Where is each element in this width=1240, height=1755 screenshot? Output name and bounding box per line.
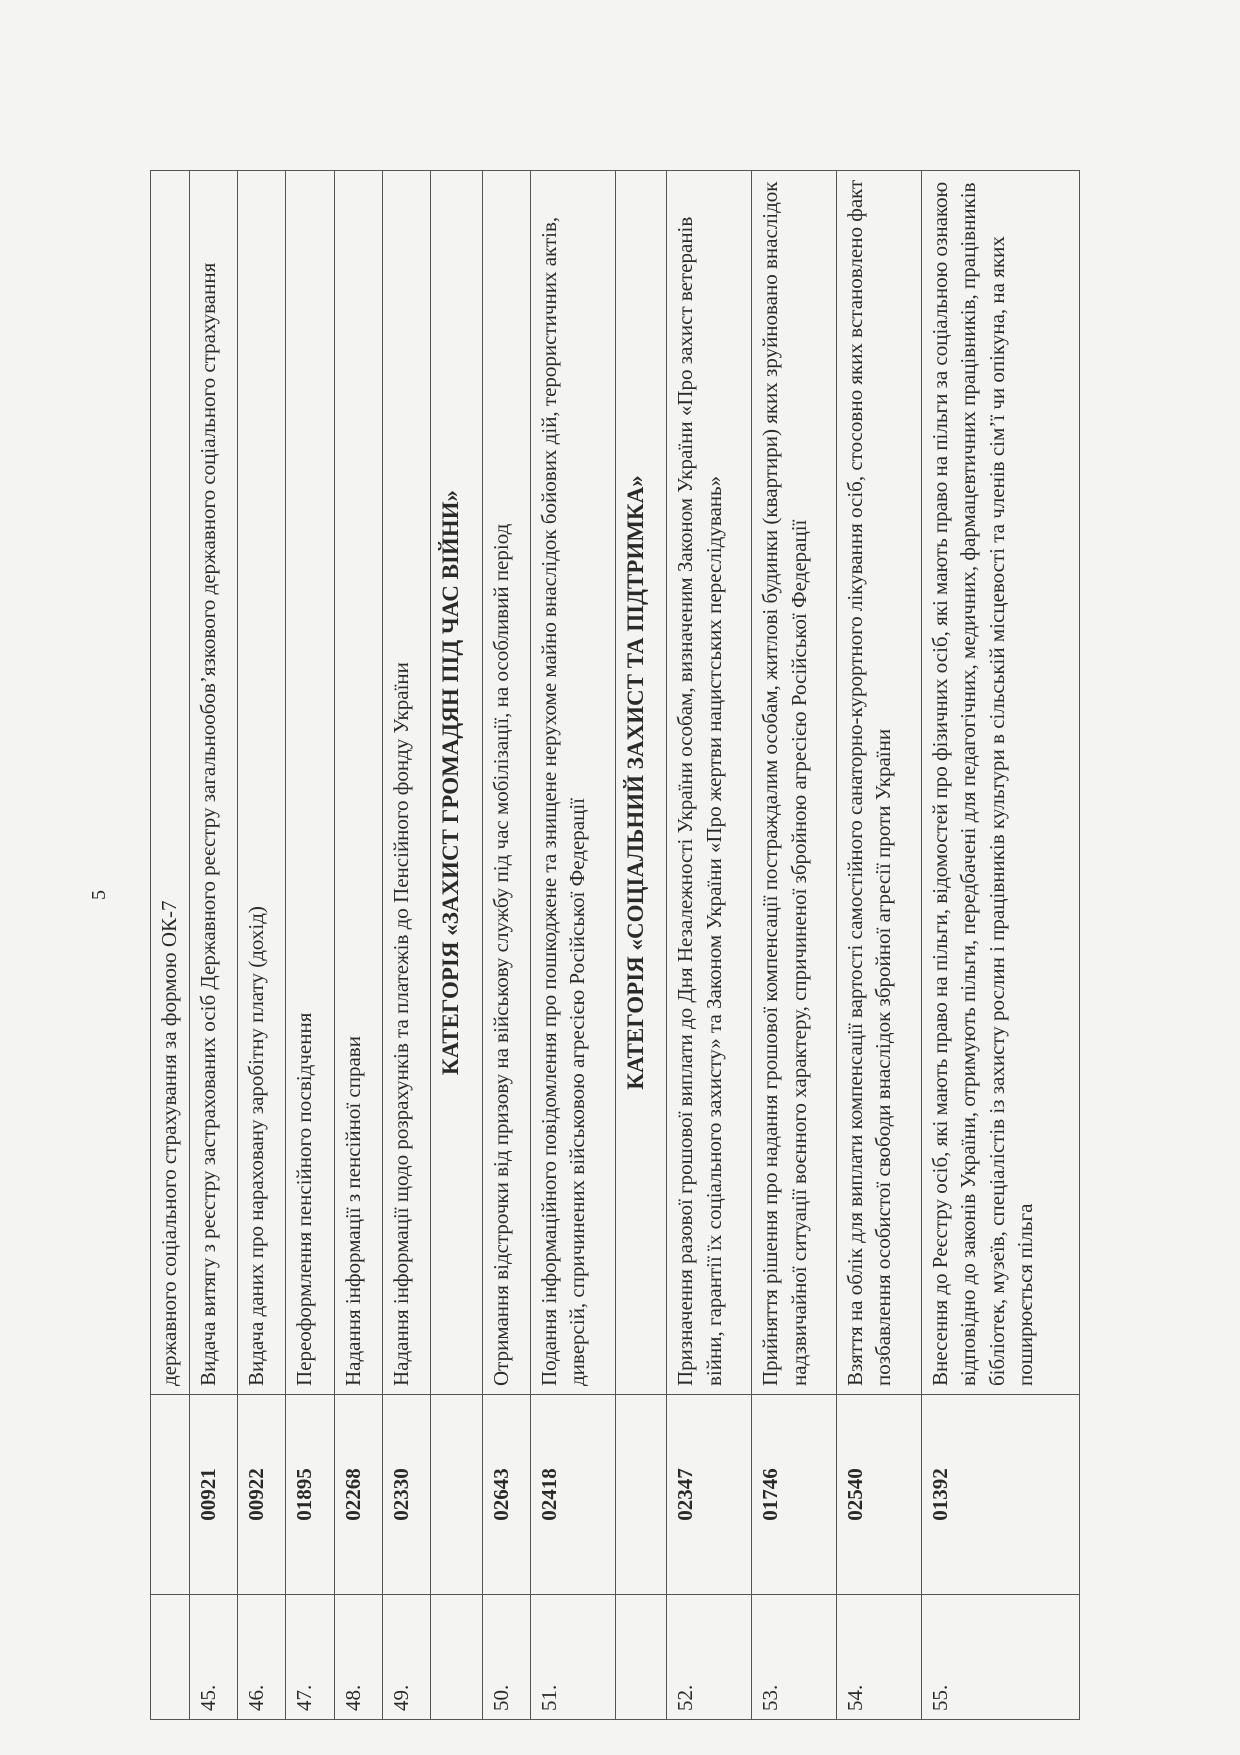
row-code: 02268 [334, 1395, 382, 1595]
row-code: 01746 [752, 1395, 837, 1595]
row-num: 54. [837, 1595, 922, 1720]
row-text-cell: державного соціального страхування за формою ОК-7 [151, 171, 190, 1395]
row-text: Надання інформації щодо розрахунків та платежів до Пенсійного фонду України [382, 171, 430, 1395]
row-text: Отримання відстрочки від призову на військову службу під час мобілізації, на особливий період [482, 171, 530, 1395]
category-row-war [431, 171, 483, 1720]
page-number: 5 [88, 890, 110, 900]
table-row [482, 171, 530, 1720]
row-text: Видача витягу з реєстру застрахованих осіб Державного реєстру загальнообов’язкового державного соціального страхування [190, 171, 238, 1395]
table-row [238, 171, 286, 1720]
row-num: 55. [921, 1595, 1079, 1720]
row-text: Видача даних про нараховану заробітну плату (дохід) [238, 171, 286, 1395]
row-code: 00921 [190, 1395, 238, 1595]
rotated-table-wrapper [150, 170, 1080, 1720]
row-text: Переоформлення пенсійного посвідчення [286, 171, 334, 1395]
row-code: 02540 [837, 1395, 922, 1595]
category-empty-cell [431, 1595, 483, 1720]
category-heading: КАТЕГОРІЯ «ЗАХИСТ ГРОМАДЯН ПІД ЧАС ВІЙНИ» [431, 171, 483, 1395]
category-empty-cell [615, 1595, 667, 1720]
services-table [150, 170, 1080, 1720]
category-row-social [615, 171, 667, 1720]
table-row [667, 171, 752, 1720]
row-num: 50. [482, 1595, 530, 1720]
row-num: 45. [190, 1595, 238, 1720]
row-code: 01392 [921, 1395, 1079, 1595]
table-row-continuation [151, 171, 190, 1720]
table-row [837, 171, 922, 1720]
row-text: Призначення разової грошової виплати до Дня Незалежності України особам, визначеним Законом України «Про захист ветеранів війни, гарантії їх соціального захисту» та Законом України «Про жертви нацистських переслідувань» [667, 171, 752, 1395]
row-code: 02643 [482, 1395, 530, 1595]
table-row [752, 171, 837, 1720]
row-num: 48. [334, 1595, 382, 1720]
row-num: 49. [382, 1595, 430, 1720]
table-row [382, 171, 430, 1720]
row-text: Подання інформаційного повідомлення про пошкоджене та знищене нерухоме майно внаслідок бойових дій, терористичних актів, диверсій, спричинених військовою агресією Російської Федерації [530, 171, 615, 1395]
table-row [530, 171, 615, 1720]
row-code-cell [151, 1395, 190, 1595]
row-code: 01895 [286, 1395, 334, 1595]
row-num: 53. [752, 1595, 837, 1720]
category-empty-cell [615, 1395, 667, 1595]
table-row [334, 171, 382, 1720]
row-code: 02418 [530, 1395, 615, 1595]
category-heading: КАТЕГОРІЯ «СОЦІАЛЬНИЙ ЗАХИСТ ТА ПІДТРИМКА» [615, 171, 667, 1395]
row-num: 46. [238, 1595, 286, 1720]
row-text: Внесення до Реєстру осіб, які мають право на пільги, відомостей про фізичних осіб, які мають право на пільги за соціальною ознакою відповідно до законів України, отримують пільги, передбачені для педагогічних, медичних, фармацевтичних працівників, працівників бібліотек, музеїв, спеціалістів із захисту рослин і працівників культури в сільській місцевості та членів сім’ї чи опікуна, на яких поширюється пільга [921, 171, 1079, 1395]
row-code: 02347 [667, 1395, 752, 1595]
row-text: Взяття на облік для виплати компенсації вартості самостійного санаторно-курортного лікування осіб, стосовно яких встановлено факт позбавлення особистої свободи внаслідок збройної агресії проти України [837, 171, 922, 1395]
row-num: 47. [286, 1595, 334, 1720]
row-text: Надання інформації з пенсійної справи [334, 171, 382, 1395]
row-text: Прийняття рішення про надання грошової компенсації постраждалим особам, житлові будинки (квартири) яких зруйновано внаслідок надзвичайної ситуації воєнного характеру, спричиненої збройною агресією Російської Федерації [752, 171, 837, 1395]
category-empty-cell [431, 1395, 483, 1595]
table-row [190, 171, 238, 1720]
row-num-cell [151, 1595, 190, 1720]
table-row [286, 171, 334, 1720]
row-code: 00922 [238, 1395, 286, 1595]
row-num: 52. [667, 1595, 752, 1720]
table-row [921, 171, 1079, 1720]
row-code: 02330 [382, 1395, 430, 1595]
row-num: 51. [530, 1595, 615, 1720]
